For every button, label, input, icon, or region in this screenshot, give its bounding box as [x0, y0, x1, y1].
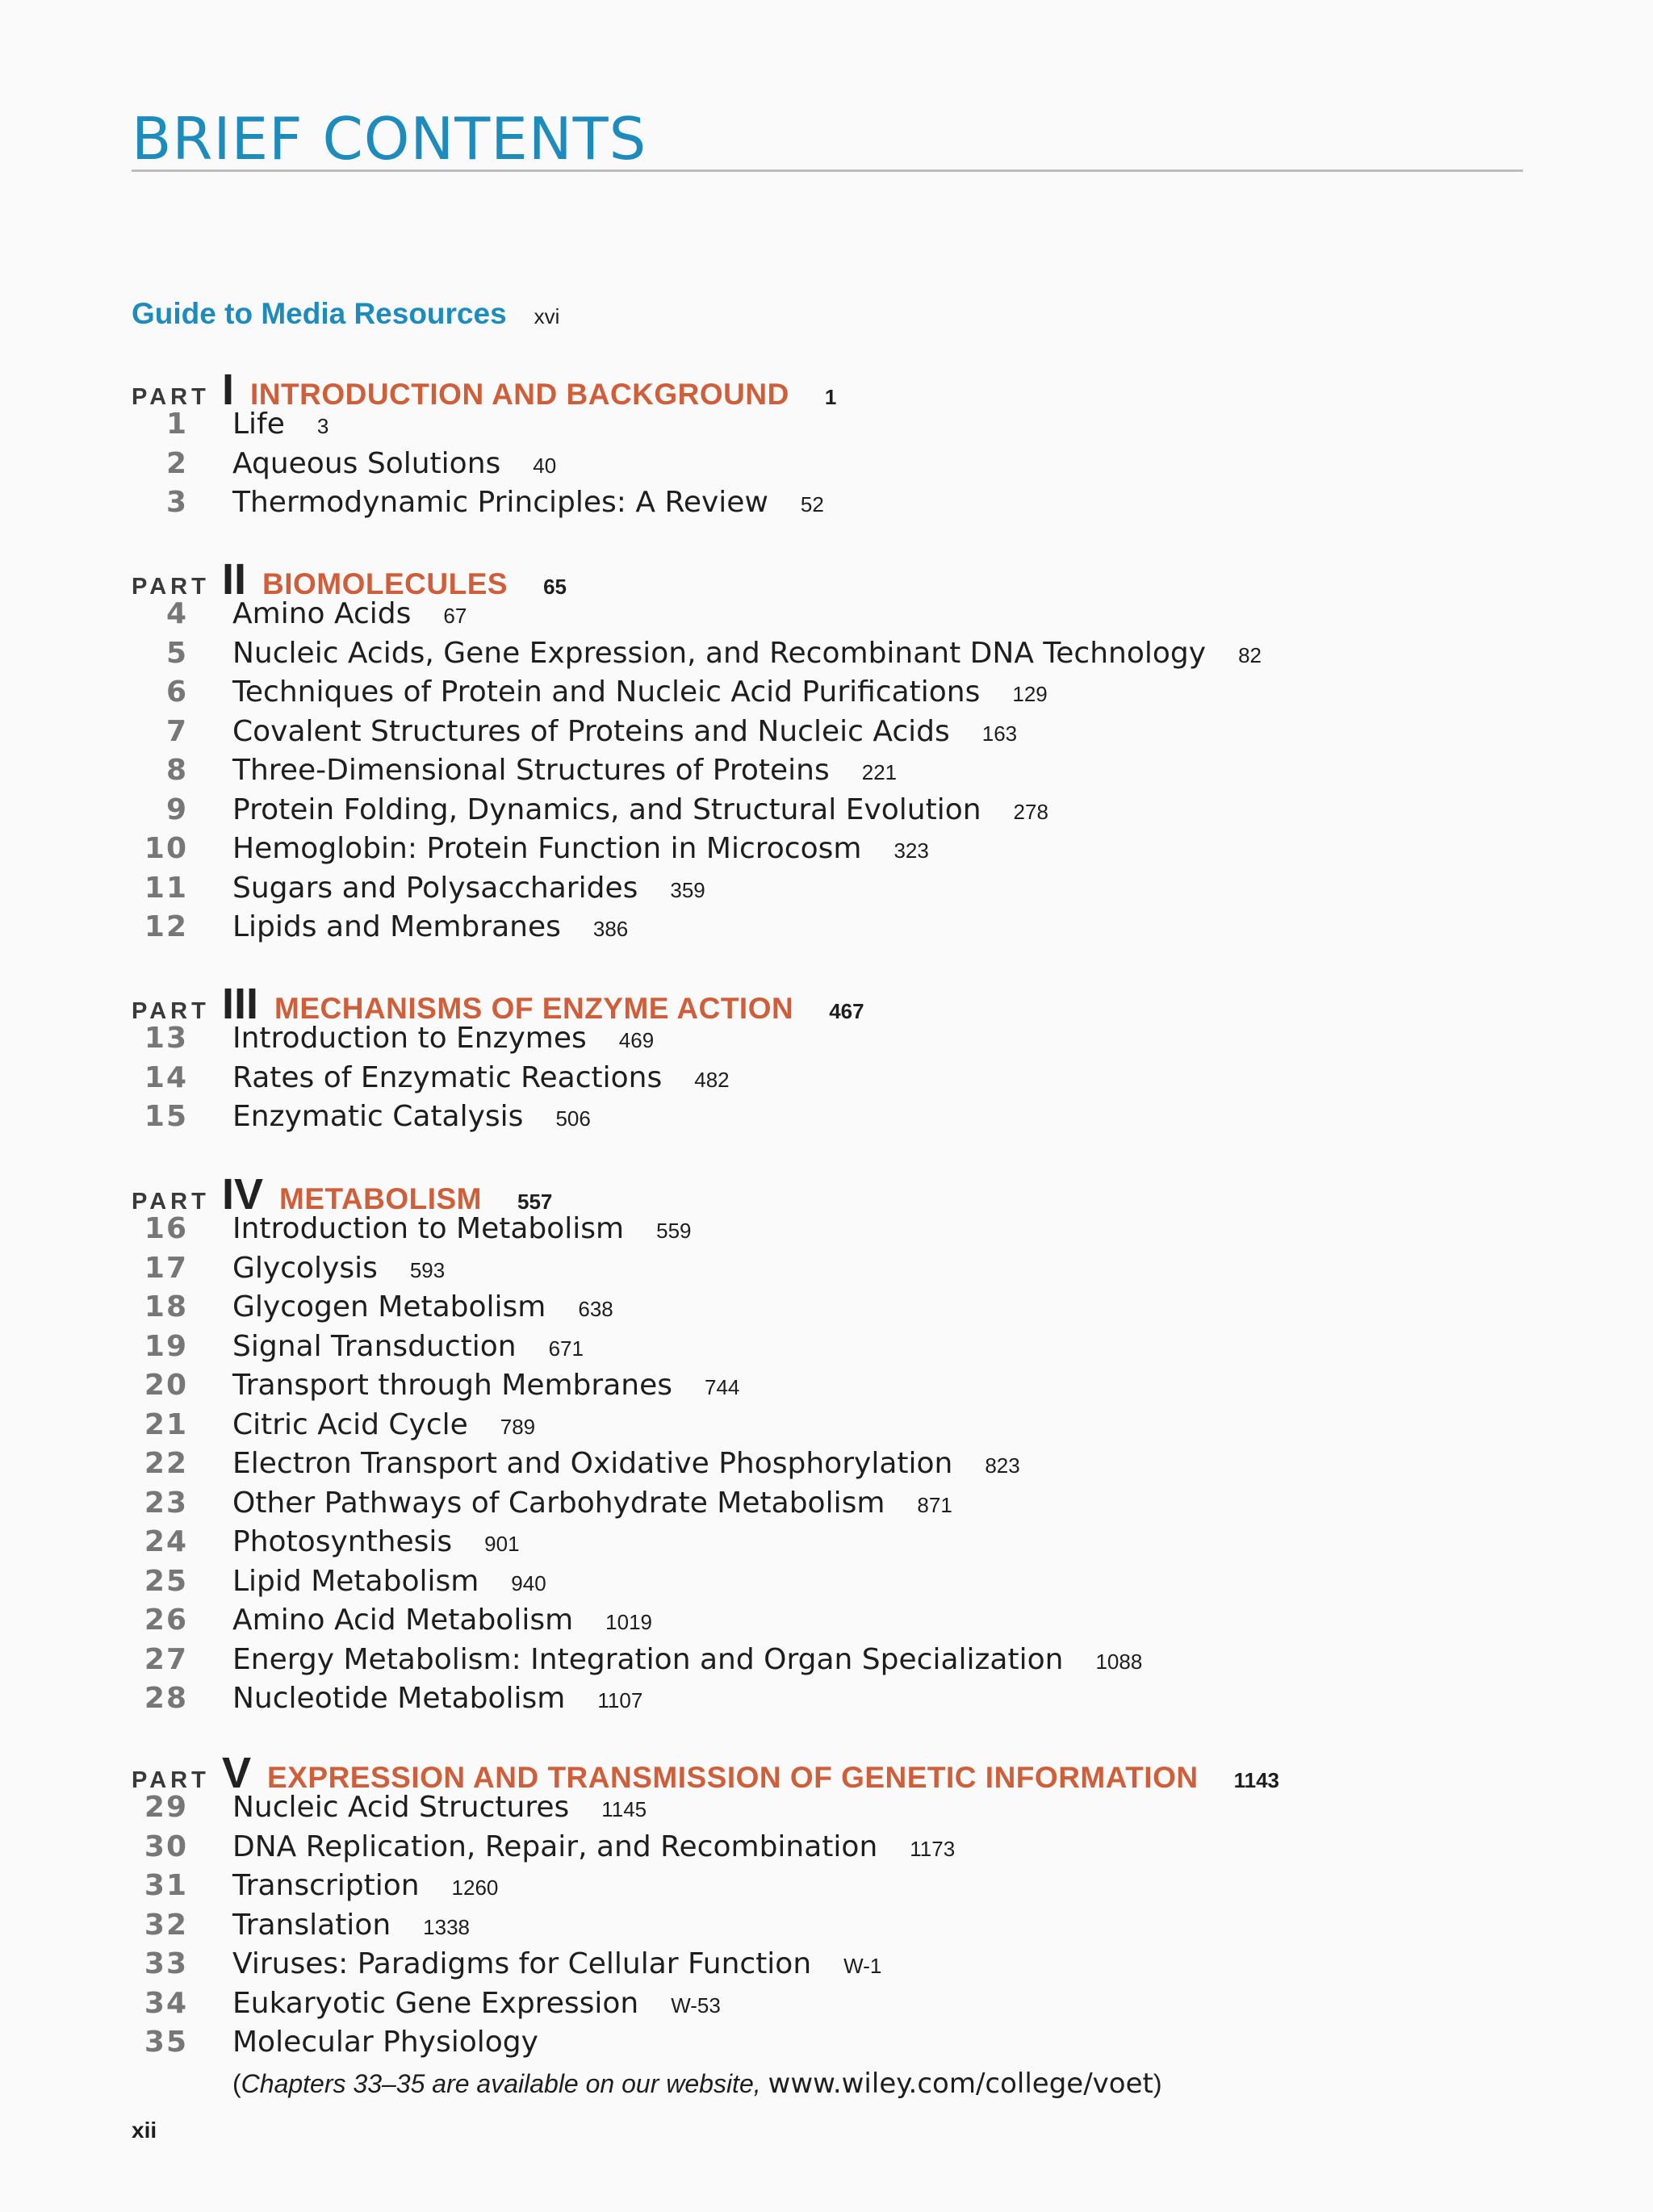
chapter-entry[interactable]: [132, 1791, 647, 1828]
part-page: 557: [517, 1190, 553, 1214]
chapter-title: Lipids and Membranes: [232, 910, 561, 943]
chapter-entry[interactable]: [132, 1447, 1020, 1484]
chapter-number: 18: [144, 1290, 188, 1323]
chapter-page: 52: [800, 492, 824, 516]
chapter-entry[interactable]: [132, 1212, 692, 1249]
chapter-entry[interactable]: [132, 1947, 881, 1984]
chapter-number: 4: [165, 597, 188, 630]
chapter-entry[interactable]: [132, 872, 705, 909]
part-heading[interactable]: [132, 554, 567, 604]
part-word: PART: [132, 1767, 210, 1793]
chapter-page: 40: [533, 453, 557, 478]
chapter-title: Sugars and Polysaccharides: [232, 871, 638, 905]
chapter-entry[interactable]: [132, 1100, 591, 1137]
chapter-title: Enzymatic Catalysis: [232, 1100, 524, 1133]
chapter-page: 638: [578, 1297, 613, 1321]
chapter-number: 32: [144, 1908, 188, 1942]
chapter-page: 1107: [597, 1688, 643, 1712]
chapter-entry[interactable]: [132, 1909, 470, 1946]
chapter-title: Techniques of Protein and Nucleic Acid Purifications: [232, 675, 981, 709]
part-word: PART: [132, 1189, 210, 1215]
part-numeral: I: [222, 366, 235, 414]
chapter-number: 3: [165, 486, 188, 519]
chapter-page: 559: [656, 1219, 692, 1243]
chapter-entry[interactable]: [132, 1369, 739, 1406]
chapter-entry[interactable]: [132, 1682, 642, 1719]
chapter-entry[interactable]: [132, 486, 824, 523]
chapter-title: Introduction to Metabolism: [232, 1212, 625, 1245]
part-numeral: II: [222, 555, 247, 604]
chapter-entry[interactable]: [132, 1290, 613, 1328]
part-numeral: V: [222, 1749, 252, 1797]
chapter-page: 506: [555, 1106, 591, 1131]
part-title: INTRODUCTION AND BACKGROUND: [250, 378, 789, 411]
chapter-page: 823: [985, 1453, 1020, 1478]
part-heading[interactable]: [132, 365, 837, 414]
chapter-number: 25: [144, 1564, 188, 1598]
guide-label: Guide to Media Resources: [132, 297, 507, 330]
chapter-entry[interactable]: [132, 1604, 652, 1641]
page-number: xii: [132, 2118, 157, 2143]
chapter-title: Signal Transduction: [232, 1329, 517, 1363]
guide-page: xvi: [534, 304, 560, 328]
chapter-number: 22: [144, 1447, 188, 1480]
chapter-page: 3: [316, 414, 329, 438]
part-page: 1143: [1233, 1768, 1279, 1792]
chapter-title: Life: [232, 408, 285, 441]
chapter-entry[interactable]: [132, 793, 1048, 830]
part-word: PART: [132, 574, 210, 600]
part-title: EXPRESSION AND TRANSMISSION OF GENETIC INFORMATION: [267, 1761, 1199, 1794]
chapter-title: Amino Acid Metabolism: [232, 1604, 574, 1637]
chapter-page: 789: [500, 1414, 536, 1439]
chapter-page: 1338: [423, 1914, 470, 1939]
chapter-page: 359: [670, 877, 705, 902]
part-word: PART: [132, 384, 210, 410]
chapter-entry[interactable]: [132, 1022, 654, 1059]
chapter-page: 469: [618, 1028, 655, 1052]
chapter-entry[interactable]: [132, 1061, 730, 1098]
chapter-title: Eukaryotic Gene Expression: [232, 1986, 639, 2020]
chapter-number: 21: [144, 1407, 188, 1441]
guide-entry[interactable]: [132, 297, 559, 332]
chapter-title: Energy Metabolism: Integration and Organ Specialization: [232, 1642, 1064, 1676]
chapter-entry[interactable]: [132, 1565, 546, 1602]
chapter-entry[interactable]: [132, 637, 1262, 674]
chapter-page: 593: [409, 1257, 446, 1282]
chapter-title: Transcription: [232, 1869, 420, 1902]
chapter-page: 221: [861, 760, 898, 784]
chapter-number: 17: [144, 1251, 188, 1285]
chapter-entry[interactable]: [132, 675, 1048, 713]
chapter-title: Nucleic Acid Structures: [232, 1791, 570, 1824]
part-numeral: III: [222, 980, 259, 1028]
chapter-page: 1088: [1095, 1649, 1143, 1674]
chapter-page: 482: [694, 1067, 730, 1092]
chapter-page: 1145: [601, 1797, 647, 1821]
chapter-page: 1173: [910, 1836, 956, 1861]
chapter-entry[interactable]: [132, 2026, 571, 2063]
chapter-page: W-53: [671, 1992, 721, 2018]
part-page: 65: [543, 575, 567, 599]
website-url[interactable]: www.wiley.com/college/voet: [768, 2068, 1153, 2100]
part-title: MECHANISMS OF ENZYME ACTION: [274, 992, 794, 1025]
note-open: (: [232, 2069, 241, 2098]
chapter-title: Nucleic Acids, Gene Expression, and Recombinant DNA Technology: [232, 636, 1207, 670]
chapter-page: 163: [981, 721, 1018, 746]
chapter-page: W-1: [843, 1954, 882, 1978]
chapter-title: Glycolysis: [232, 1251, 378, 1285]
part-title: METABOLISM: [279, 1182, 482, 1215]
chapter-title: Three-Dimensional Structures of Proteins: [232, 754, 830, 787]
chapter-page: 67: [443, 604, 467, 628]
chapter-title: Rates of Enzymatic Reactions: [232, 1060, 663, 1094]
page-title: BRIEF CONTENTS: [132, 105, 647, 173]
note-close: ): [1153, 2069, 1162, 2098]
website-note: [232, 2068, 1161, 2100]
chapter-title: Introduction to Enzymes: [232, 1022, 587, 1055]
chapter-number: 33: [144, 1947, 188, 1980]
chapter-title: Citric Acid Cycle: [232, 1407, 468, 1441]
chapter-number: 23: [144, 1486, 188, 1520]
chapter-number: 14: [144, 1060, 188, 1094]
chapter-page: 901: [484, 1532, 520, 1556]
chapter-entry[interactable]: [132, 597, 467, 634]
chapter-number: 19: [144, 1329, 188, 1363]
chapter-number: 15: [144, 1100, 188, 1133]
chapter-entry[interactable]: [132, 1869, 498, 1906]
chapter-number: 35: [144, 2026, 188, 2059]
chapter-number: 16: [144, 1212, 188, 1245]
title-rule: [132, 169, 1523, 172]
chapter-number: 30: [144, 1829, 188, 1863]
chapter-number: 34: [144, 1986, 188, 2020]
chapter-title: Translation: [232, 1908, 391, 1942]
chapter-title: Viruses: Paradigms for Cellular Function: [232, 1947, 812, 1980]
chapter-title: Hemoglobin: Protein Function in Microcosm: [232, 832, 862, 865]
chapter-title: Photosynthesis: [232, 1525, 453, 1558]
chapter-title: Protein Folding, Dynamics, and Structural Evolution: [232, 792, 981, 826]
part-heading[interactable]: [132, 1748, 1279, 1797]
chapter-number: 10: [144, 832, 188, 865]
chapter-title: Transport through Membranes: [232, 1369, 672, 1402]
chapter-entry[interactable]: [132, 1987, 721, 2024]
chapter-entry[interactable]: [132, 1408, 535, 1445]
chapter-entry[interactable]: [132, 1330, 584, 1367]
chapter-number: 13: [144, 1022, 188, 1055]
chapter-title: DNA Replication, Repair, and Recombination: [232, 1829, 878, 1863]
chapter-number: 8: [165, 754, 188, 787]
chapter-title: Nucleotide Metabolism: [232, 1682, 566, 1715]
chapter-number: 24: [144, 1525, 188, 1558]
chapter-title: Aqueous Solutions: [232, 446, 501, 480]
chapter-page: 671: [548, 1336, 584, 1361]
chapter-title: Thermodynamic Principles: A Review: [232, 486, 768, 519]
chapter-page: 871: [917, 1492, 952, 1517]
part-page: 467: [829, 999, 864, 1023]
chapter-number: 9: [165, 792, 188, 826]
part-heading[interactable]: [132, 979, 864, 1028]
chapter-entry[interactable]: [132, 754, 897, 791]
chapter-page: 744: [704, 1375, 740, 1399]
chapter-number: 27: [144, 1642, 188, 1676]
part-word: PART: [132, 998, 210, 1024]
chapter-page: 940: [511, 1570, 546, 1595]
chapter-page: 386: [592, 917, 629, 941]
chapter-number: 26: [144, 1604, 188, 1637]
chapter-page: 82: [1238, 642, 1262, 667]
chapter-number: 28: [144, 1682, 188, 1715]
chapter-title: Other Pathways of Carbohydrate Metabolism: [232, 1486, 885, 1520]
chapter-entry[interactable]: [132, 1487, 952, 1524]
chapter-title: Glycogen Metabolism: [232, 1290, 546, 1323]
chapter-entry[interactable]: [132, 910, 628, 947]
chapter-title: Electron Transport and Oxidative Phosphorylation: [232, 1447, 953, 1480]
chapter-entry[interactable]: [132, 715, 1017, 752]
chapter-number: 1: [165, 408, 188, 441]
part-title: BIOMOLECULES: [262, 567, 508, 600]
chapter-number: 20: [144, 1369, 188, 1402]
part-numeral: IV: [222, 1170, 264, 1219]
chapter-title: Molecular Physiology: [232, 2026, 538, 2059]
chapter-number: 7: [165, 714, 188, 748]
chapter-entry[interactable]: [132, 408, 329, 445]
chapter-entry[interactable]: [132, 1830, 955, 1867]
chapter-number: 5: [165, 636, 188, 670]
chapter-page: 323: [893, 838, 929, 863]
chapter-title: Covalent Structures of Proteins and Nucleic Acids: [232, 714, 950, 748]
chapter-title: Lipid Metabolism: [232, 1564, 479, 1598]
chapter-page: 129: [1012, 682, 1048, 706]
chapter-number: 11: [144, 871, 188, 905]
chapter-number: 29: [144, 1791, 188, 1824]
chapter-number: 2: [165, 446, 188, 480]
chapter-title: Amino Acids: [232, 597, 412, 630]
chapter-entry[interactable]: [132, 1643, 1142, 1680]
chapter-number: 12: [144, 910, 188, 943]
chapter-number: 6: [165, 675, 188, 709]
chapter-page: 1019: [605, 1610, 652, 1634]
chapter-number: 31: [144, 1869, 188, 1902]
chapter-entry[interactable]: [132, 1252, 445, 1289]
chapter-page: 278: [1013, 799, 1048, 824]
chapter-page: 1260: [451, 1875, 499, 1900]
part-page: 1: [824, 385, 837, 409]
chapter-entry[interactable]: [132, 447, 556, 484]
chapter-entry[interactable]: [132, 832, 929, 869]
chapter-entry[interactable]: [132, 1525, 520, 1562]
note-italic: Chapters 33–35 are available on our website,: [241, 2069, 761, 2098]
part-heading[interactable]: [132, 1169, 553, 1219]
